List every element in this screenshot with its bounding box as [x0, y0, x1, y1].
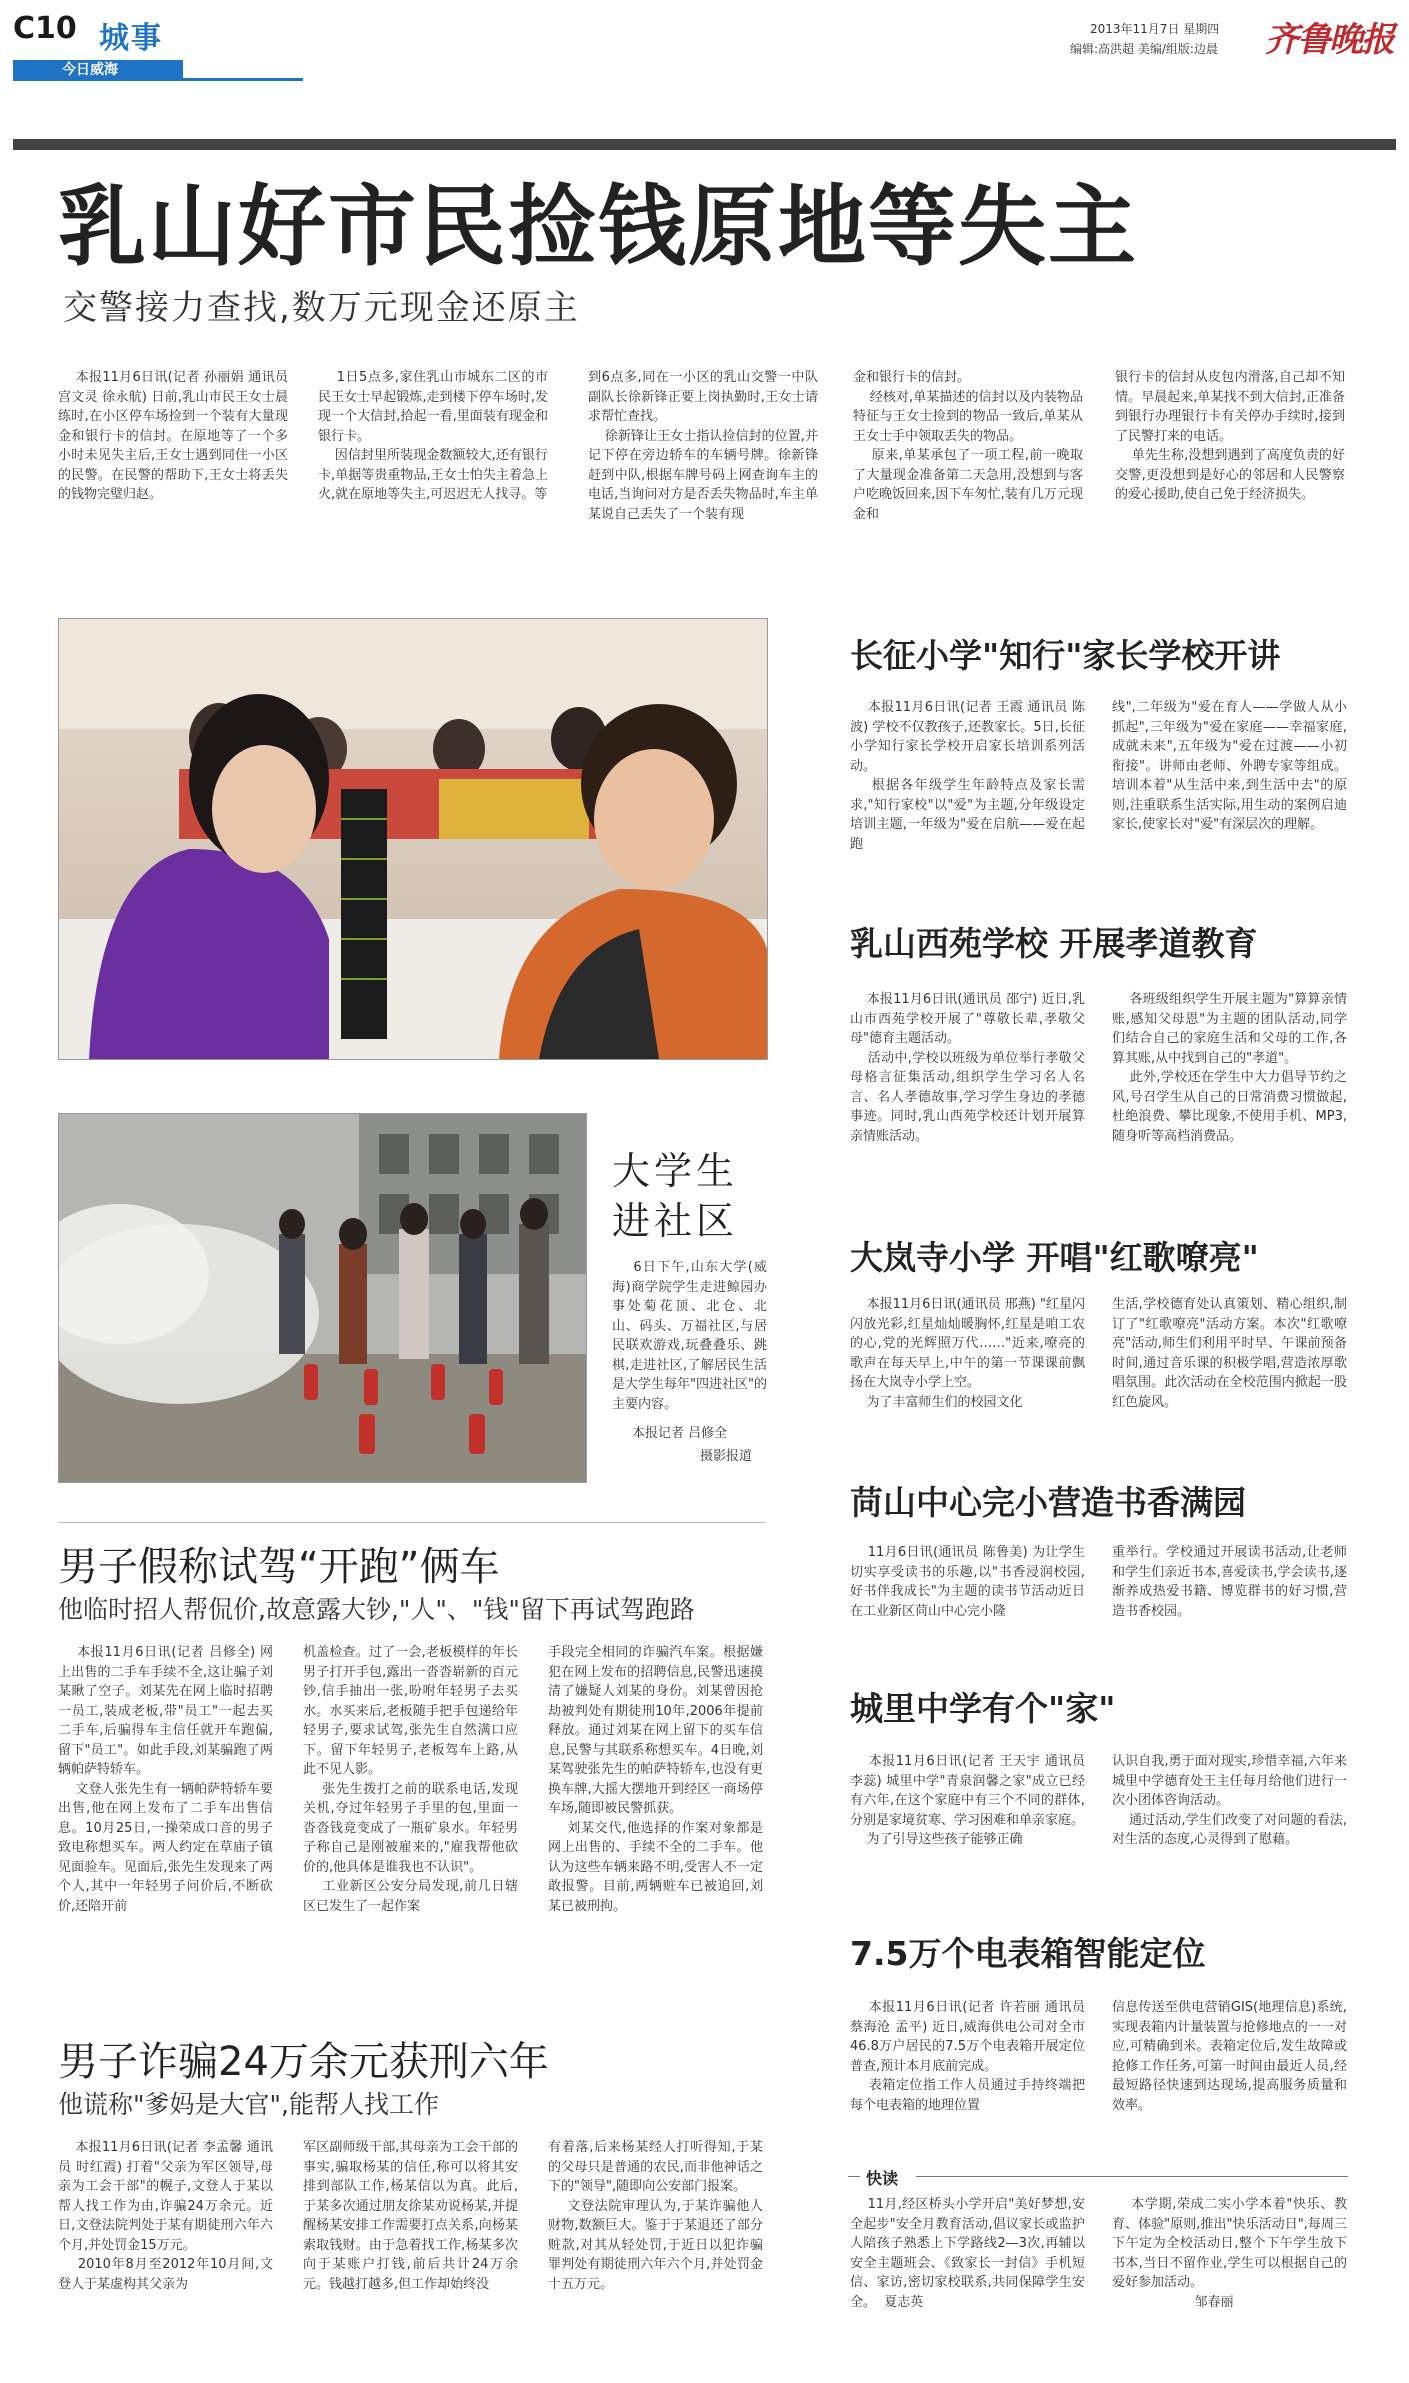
lead-col-5: 银行卡的信封从皮包内滑落,自己却不知情。早晨起来,单某找不到大信封,正准备到银行办理银行卡有关停办手续时,接到了民警打来的电话。 单先生称,没想到遇到了高度负责的好交警,更没想到是好心的邻居和人民警察的爱心援助,使自己免于经济损失。 [1115, 370, 1345, 502]
story2-rule [58, 1522, 766, 1523]
brief-meterbox-col-1: 本报11月6日讯(记者 许若丽 通讯员 蔡海沧 孟平) 近日,威海供电公司对全市46.8万户居民的7.5万个电表箱开展定位普查,预计本月底前完成。 表箱定位指工作人员通过手持终端把每个电表箱的地理位置 [850, 2000, 1085, 2113]
story3-subheadline: 他谎称"爹妈是大官",能帮人找工作 [58, 2090, 439, 2119]
story2-headline: 男子假称试驾“开跑”俩车 [58, 1544, 500, 1590]
brief-chengli-col-2: 认识自我,勇于面对现实,珍惜幸福,六年来城里中学德育处王主任每月给他们进行一次小团体咨询活动。 通过活动,学生们改变了对问题的看法,对生活的态度,心灵得到了慰藉。 [1112, 1754, 1348, 1847]
story2-subheadline: 他临时招人帮侃价,故意露大钞,"人"、"钱"留下再试驾跑路 [58, 1595, 695, 1624]
section-bar-tail [13, 78, 303, 81]
feature-credit: 摄影报道 [700, 1449, 753, 1464]
dateline: 2013年11月7日 星期四 [1090, 22, 1220, 36]
brief-dalansi-col-2: 生活,学校德育处认真策划、精心组织,制订了"红歌嘹亮"活动方案。本次"红歌嘹亮"活动,师生们利用平时早、午课前预备时间,通过音乐课的积极学唱,营造浓厚歌唱氛围。此次活动在全校范围内掀起一股红色旋风。 [1112, 1297, 1347, 1410]
photo-stacking-game-image [59, 619, 767, 1059]
subsection-label: 今日威海 [62, 62, 118, 78]
brief-meterbox-col-2: 信息传送至供电营销GIS(地理信息)系统,实现表箱内计量装置与抢修地点的一一对应,可精确到米。表箱定位后,发生故障或抢修工作任务,可第一时间由最近人员,经最短路径快速到达现场,提高服务质量和效率。 [1112, 2000, 1347, 2113]
story3-headline: 男子诈骗24万余元获刑六年 [58, 2039, 549, 2085]
header-rule [13, 139, 1396, 150]
brief-qingshan-col-1: 11月6日讯(通讯员 陈鲁美) 为让学生切实享受读书的乐趣,以"书香浸润校园,好书伴我成长"为主题的读书节活动近日在工业新区苘山中心完小隆 [850, 1545, 1085, 1619]
page-code: C10 [13, 11, 77, 46]
lead-col-1: 本报11月6日讯(记者 孙丽娟 通讯员 宫文灵 徐永航) 日前,乳山市民王女士晨练时,在小区停车场捡到一个装有大量现金和银行卡的信封。在原地等了一个多小时未见失主后,王女士遇到同住一小区的民警。在民警的帮助下,王女士将丢失的钱物完璧归赵。 [58, 370, 293, 502]
feature-title-2: 进社区 [612, 1199, 739, 1243]
lead-col-2: 1日5点多,家住乳山市城东二区的市民王女士早起锻炼,走到楼下停车场时,发现一个大信封,拾起一看,里面装有现金和银行卡。 因信封里所装现金数额较大,还有银行卡,单据等贵重物品,王女士怕失主着急上火,就在原地等失主,可迟迟无人找寻。等 [318, 370, 548, 502]
story2-col-3: 手段完全相同的诈骗汽车案。根据嫌犯在网上发布的招聘信息,民警迅速摸清了嫌疑人刘某的身份。刘某曾因抢劫被判处有期徒刑10年,2006年提前释放。通过刘某在网上留下的买车信息,民警与其联系称想买车。4日晚,刘某驾驶张先生的帕萨特轿车,也没有更换车牌,大摇大摆地开到经区一商场停车场,随即被民警抓获。 刘某交代,他选择的作案对象都是网上出售的、手续不全的二手车。他认为这些车辆来路不明,受害人不一定敢报警。目前,两辆赃车已被追回,刘某已被刑拘。 [548, 1645, 764, 1914]
brief-dalansi-col-1: 本报11月6日讯(通讯员 邢燕) "红星闪闪放光彩,红星灿灿暖胸怀,红星是咱工农的心,党的光辉照万代……"近来,嘹亮的歌声在每天早上,中午的第一节课课前飘扬在大岚寺小学上空。 为了丰富师生们的校园文化 [850, 1297, 1085, 1410]
feature-byline: 本报记者 吕修全 [632, 1426, 728, 1441]
feature-title-1: 大学生 [612, 1149, 739, 1193]
quick-read-col-2: 本学期,荣成二实小学本着"快乐、教育、体验"原则,推出"快乐活动日",每周三下午定为全校活动日,整个下午学生放下书本,当日不留作业,学生可以根据自己的爱好参加活动。 邹春丽 [1112, 2197, 1347, 2310]
feature-text: 6日下午,山东大学(威海)商学院学生走进鲸园办事处菊花顶、北仓、北山、码头、万福社区,与居民联欢游戏,玩叠叠乐、跳棋,走进社区,了解居民生活是大学生每年"四进社区"的主要内容。 [612, 1260, 767, 1412]
photo-fire-drill-image [59, 1114, 586, 1482]
story3-col-3: 有着落,后来杨某经人打听得知,于某的父母只是普通的农民,而非他神话之下的"领导",随即向公安部门报案。 文登法院审理认为,于某诈骗他人财物,数额巨大。鉴于于某退还了部分赃款,对其从轻处罚,于近日以犯诈骗罪判处有期徒刑六年六个月,并处罚金十五万元。 [548, 2140, 764, 2292]
brief-title-dalansi: 大岚寺小学 开唱"红歌嘹亮" [850, 1238, 1259, 1277]
lead-subheadline: 交警接力查找,数万元现金还原主 [63, 288, 580, 328]
brief-title-qingshan: 苘山中心完小营造书香满园 [850, 1483, 1246, 1522]
story2-col-2: 机盖检查。过了一会,老板模样的年长男子打开手包,露出一沓沓崭新的百元钞,信手抽出一张,吩咐年轻男子去买水。水买来后,老板随手把手包递给年轻男子,要求试驾,张先生自然满口应下。留下年轻男子,老板驾车上路,从此不见人影。 张先生拨打之前的联系电话,发现关机,夺过年轻男子手里的包,里面一沓沓钱竟变成了一瓶矿泉水。年轻男子称自己是刚被雇来的,"雇我帮他砍价的,他具体是谁我也不认识"。 工业新区公安分局发现,前几日辖区已发生了一起作案 [303, 1645, 519, 1914]
brief-chengli-col-1: 本报11月6日讯(记者 王天宇 通讯员 李蕊) 城里中学"青泉润馨之家"成立已经有六年,在这个家庭中有三个不同的群体,分别是家境贫寒、学习困难和单亲家庭。 为了引导这些孩子能够正确 [850, 1754, 1085, 1847]
photo-fire-drill [58, 1113, 587, 1483]
brief-title-chengli: 城里中学有个"家" [850, 1689, 1116, 1728]
photo-stacking-game [58, 618, 768, 1060]
lead-col-4: 金和银行卡的信封。 经核对,单某描述的信封以及内装物品特征与王女士捡到的物品一致后,单某从王女士手中领取丢失的物品。 原来,单某承包了一项工程,前一晚取了大量现金准备第二天急用,没想到与客户吃晚饭回来,因下车匆忙,装有几万元现金和 [853, 370, 1084, 522]
brief-changzheng-col-2: 线",二年级为"爱在育人——学做人从小抓起",三年级为"爱在家庭——幸福家庭,成就未来",五年级为"爱在过渡——小初衔接"。讲师由老师、外聘专家等组成。培训本着"从生活中来,到生活中去"的原则,注重联系生活实际,用生动的案例启迪家长,使家长对"爱"有深层次的理解。 [1112, 700, 1347, 832]
story3-col-2: 军区副师级干部,其母亲为工会干部的事实,骗取杨某的信任,称可以将其安排到部队工作,杨某信以为真。此后,于某多次通过朋友徐某劝说杨某,并提醒杨某安排工作需要打点关系,向杨某索取钱财。由于急着找工作,杨某多次向于某账户打钱,前后共计24万余元。钱越打越多,但工作却始终没 [303, 2140, 518, 2292]
brief-title-changzheng: 长征小学"知行"家长学校开讲 [850, 636, 1281, 675]
brief-xiyuan-col-1: 本报11月6日讯(通讯员 邵宁) 近日,乳山市西苑学校开展了"尊敬长辈,孝敬父母"德育主题活动。 活动中,学校以班级为单位举行孝敬父母格言征集活动,组织学生学习名人名言、名人孝德故事,学习学生身边的孝德事迹。同时,乳山西苑学校还计划开展算亲情账活动。 [850, 992, 1086, 1144]
lead-headline: 乳山好市民捡钱原地等失主 [58, 174, 1139, 278]
brief-qingshan-col-2: 重举行。学校通过开展读书活动,让老师和学生们亲近书本,喜爱读书,学会读书,逐渐养成热爱书籍、博览群书的好习惯,营造书香校园。 [1112, 1545, 1347, 1619]
section-name: 城事 [99, 21, 163, 56]
quick-read-label: 快读 [866, 2169, 899, 2188]
masthead-logo: 齐鲁晚报 [1265, 20, 1393, 60]
brief-title-xiyuan: 乳山西苑学校 开展孝道教育 [850, 924, 1258, 963]
brief-title-meterbox: 7.5万个电表箱智能定位 [850, 1934, 1206, 1973]
brief-changzheng-col-1: 本报11月6日讯(记者 王霞 通讯员 陈波) 学校不仅教孩子,还教家长。5日,长征小学知行家长学校开启家长培训系列活动。 根据各年级学生年龄特点及家长需求,"知行家校"以"爱"为主题,分年级设定培训主题,一年级为"爱在启航——爱在起跑 [850, 700, 1085, 852]
story3-col-1: 本报11月6日讯(记者 李孟馨 通讯员 时红霞) 打着"父亲为军区领导,母亲为工会干部"的幌子,文登人于某以帮人找工作为由,诈骗24万余元。近日,文登法院判处于某有期徒刑六年六个月,并处罚金15万元。 2010年8月至2012年10月间,文登人于某虚构其父亲为 [58, 2140, 274, 2292]
story2-col-1: 本报11月6日讯(记者 吕修全) 网上出售的二手车手续不全,这让骗子刘某瞅了空子。刘某先在网上临时招聘一员工,装成老板,带"员工"一起去买二手车,后骗得车主信任就开车跑偏,留下"员工"。如此手段,刘某骗跑了两辆帕萨特轿车。 文登人张先生有一辆帕萨特轿车要出售,他在网上发布了二手车出售信息。10月25日,一操荣成口音的男子致电称想买车。两人约定在草庙子镇见面验车。见面后,张先生发现来了两个人,其中一年轻男子问价后,不断砍价,还陪开前 [58, 1645, 273, 1914]
lead-col-3: 到6点多,同在一小区的乳山交警一中队副队长徐新锋正要上岗执勤时,王女士请求帮忙查找。 徐新锋让王女士指认捡信封的位置,并记下停在旁边轿车的车辆号牌。徐新锋赶到中队,根据车牌号码上网查询车主的电话,当询问对方是否丢失物品时,车主单某说自己丢失了一个装有现 [588, 370, 818, 522]
quick-read-rule [848, 2176, 1348, 2177]
editors: 编辑:高洪超 美编/组版:边晨 [1070, 42, 1218, 56]
brief-xiyuan-col-2: 各班级组织学生开展主题为"算算亲情账,感知父母恩"为主题的团队活动,同学们结合自己的家庭生活和父母的工作,各算其账,从中找到自己的"孝道"。 此外,学校还在学生中大力倡导节约之风,号召学生从自己的日常消费习惯做起,杜绝浪费、攀比现象,不使用手机、MP3,随身听等高档消费品。 [1112, 992, 1348, 1144]
quick-read-col-1: 11月,经区桥头小学开启"美好梦想,安全起步"安全月教育活动,倡议家长或监护人陪孩子熟悉上下学路线2—3次,再辅以安全主题班会、《致家长一封信》手机短信、家访,密切家校联系,共同保障学生安全。 夏志英 [850, 2197, 1086, 2310]
